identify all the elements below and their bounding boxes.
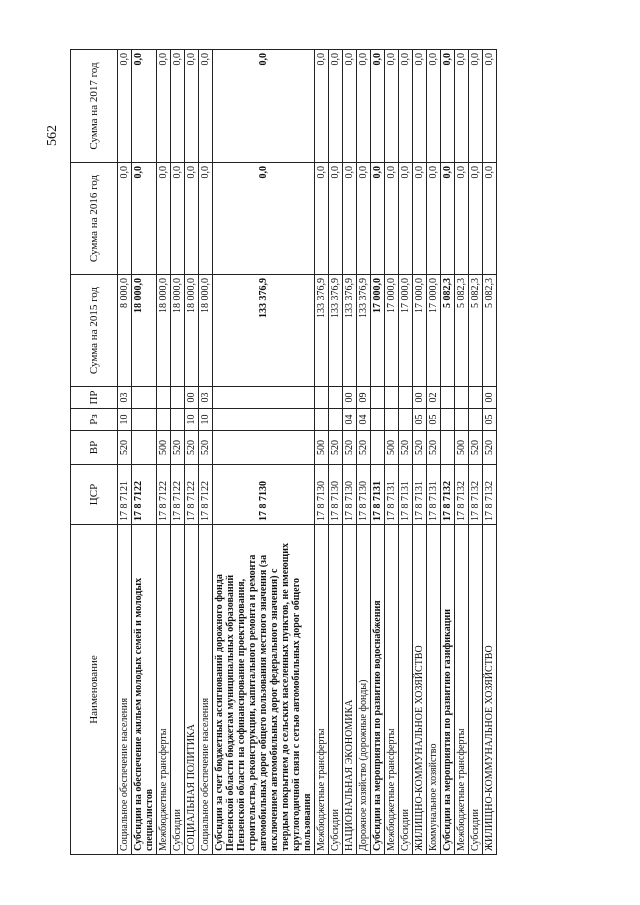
cell-vr: 520: [413, 431, 427, 465]
cell-csr: 17 8 7132: [455, 465, 469, 525]
cell-name: Межбюджетные трансферты: [157, 525, 171, 855]
table-row: [118, 50, 132, 855]
cell-s2: 0,0: [329, 163, 343, 275]
cell-s1: 133 376,9: [329, 275, 343, 387]
cell-rz: [132, 409, 157, 431]
cell-s3: 0,0: [329, 50, 343, 163]
cell-s1: 17 000,0: [399, 275, 413, 387]
cell-pr: 03: [199, 387, 213, 409]
cell-s1: 133 376,9: [315, 275, 329, 387]
table-row: [171, 50, 185, 855]
cell-rz: [329, 409, 343, 431]
cell-s2: 0,0: [118, 163, 132, 275]
table-row: [157, 50, 171, 855]
cell-vr: 520: [357, 431, 371, 465]
cell-csr: 17 8 7122: [157, 465, 171, 525]
cell-s2: 0,0: [213, 163, 315, 275]
cell-s2: 0,0: [427, 163, 441, 275]
cell-csr: 17 8 7131: [385, 465, 399, 525]
cell-name: Межбюджетные трансферты: [385, 525, 399, 855]
cell-csr: 17 8 7132: [469, 465, 483, 525]
cell-s1: 18 000,0: [157, 275, 171, 387]
header-sum-2016: Сумма на 2016 год: [71, 163, 118, 275]
table-row: [427, 50, 441, 855]
table-row: [441, 50, 455, 855]
cell-name: ЖИЛИЩНО-КОММУНАЛЬНОЕ ХОЗЯЙСТВО: [483, 525, 497, 855]
cell-pr: [385, 387, 399, 409]
cell-name: Субсидии: [469, 525, 483, 855]
cell-name: Субсидии на мероприятия по развитию газификации: [441, 525, 455, 855]
cell-s1: 5 082,3: [469, 275, 483, 387]
cell-s1: 5 082,3: [483, 275, 497, 387]
cell-name: Субсидии: [171, 525, 185, 855]
cell-pr: [455, 387, 469, 409]
cell-name: Коммунальное хозяйство: [427, 525, 441, 855]
cell-s1: 17 000,0: [427, 275, 441, 387]
cell-pr: [315, 387, 329, 409]
table-row: [385, 50, 399, 855]
cell-rz: 05: [427, 409, 441, 431]
table-row: [132, 50, 157, 855]
cell-rz: [385, 409, 399, 431]
cell-rz: [157, 409, 171, 431]
cell-s2: 0,0: [441, 163, 455, 275]
header-vr: ВР: [71, 431, 118, 465]
table-row: [483, 50, 497, 855]
cell-s2: 0,0: [399, 163, 413, 275]
cell-pr: [371, 387, 385, 409]
cell-s2: 0,0: [455, 163, 469, 275]
cell-s2: 0,0: [469, 163, 483, 275]
table-row: [329, 50, 343, 855]
cell-csr: 17 8 7130: [329, 465, 343, 525]
cell-name: ЖИЛИЩНО-КОММУНАЛЬНОЕ ХОЗЯЙСТВО: [413, 525, 427, 855]
cell-rz: [171, 409, 185, 431]
cell-pr: [399, 387, 413, 409]
cell-rz: [399, 409, 413, 431]
cell-pr: [329, 387, 343, 409]
cell-s3: 0,0: [357, 50, 371, 163]
table-row: [371, 50, 385, 855]
cell-s3: 0,0: [483, 50, 497, 163]
table-row: [469, 50, 483, 855]
cell-rz: 05: [413, 409, 427, 431]
cell-s2: 0,0: [171, 163, 185, 275]
cell-s3: 0,0: [385, 50, 399, 163]
cell-pr: 00: [185, 387, 199, 409]
cell-pr: 03: [118, 387, 132, 409]
table-row: [455, 50, 469, 855]
cell-s1: 18 000,0: [199, 275, 213, 387]
cell-s2: 0,0: [413, 163, 427, 275]
table-row: [315, 50, 329, 855]
cell-s1: 17 000,0: [413, 275, 427, 387]
cell-vr: 520: [329, 431, 343, 465]
cell-s2: 0,0: [483, 163, 497, 275]
cell-pr: 00: [483, 387, 497, 409]
cell-s2: 0,0: [385, 163, 399, 275]
cell-csr: 17 8 7132: [483, 465, 497, 525]
header-rz: Рз: [71, 409, 118, 431]
table-row: [213, 50, 315, 855]
cell-s3: 0,0: [213, 50, 315, 163]
cell-name: Субсидии на обеспечение жильем молодых семей и молодых специалистов: [132, 525, 157, 855]
cell-s3: 0,0: [157, 50, 171, 163]
cell-csr: 17 8 7130: [357, 465, 371, 525]
cell-s2: 0,0: [157, 163, 171, 275]
cell-s3: 0,0: [315, 50, 329, 163]
cell-name: Субсидии: [399, 525, 413, 855]
table-header-row: [71, 50, 118, 855]
cell-vr: [371, 431, 385, 465]
cell-s1: 133 376,9: [357, 275, 371, 387]
cell-vr: 520: [399, 431, 413, 465]
cell-pr: [171, 387, 185, 409]
header-sum-2017: Сумма на 2017 год: [71, 50, 118, 163]
cell-name: Дорожное хозяйство (дорожные фонды): [357, 525, 371, 855]
cell-s1: 5 082,3: [441, 275, 455, 387]
cell-rz: [213, 409, 315, 431]
header-pr: ПР: [71, 387, 118, 409]
cell-name: Межбюджетные трансферты: [315, 525, 329, 855]
table-row: [199, 50, 213, 855]
table-row: [343, 50, 357, 855]
cell-vr: 500: [315, 431, 329, 465]
cell-vr: 500: [455, 431, 469, 465]
cell-s2: 0,0: [343, 163, 357, 275]
cell-rz: [315, 409, 329, 431]
cell-s2: 0,0: [315, 163, 329, 275]
cell-csr: 17 8 7122: [171, 465, 185, 525]
cell-pr: 02: [427, 387, 441, 409]
cell-vr: [132, 431, 157, 465]
cell-s1: 133 376,9: [213, 275, 315, 387]
cell-vr: 520: [171, 431, 185, 465]
cell-s2: 0,0: [371, 163, 385, 275]
cell-csr: 17 8 7131: [427, 465, 441, 525]
cell-rz: 10: [118, 409, 132, 431]
table-row: [399, 50, 413, 855]
cell-csr: 17 8 7121: [118, 465, 132, 525]
cell-name: НАЦИОНАЛЬНАЯ ЭКОНОМИКА: [343, 525, 357, 855]
header-name: Наименование: [71, 525, 118, 855]
cell-vr: 520: [118, 431, 132, 465]
cell-rz: 04: [343, 409, 357, 431]
cell-name: Социальное обеспечение населения: [199, 525, 213, 855]
cell-s3: 0,0: [399, 50, 413, 163]
cell-vr: 520: [427, 431, 441, 465]
cell-s3: 0,0: [171, 50, 185, 163]
cell-csr: 17 8 7122: [199, 465, 213, 525]
cell-s3: 0,0: [413, 50, 427, 163]
cell-s1: 5 082,3: [455, 275, 469, 387]
cell-name: СОЦИАЛЬНАЯ ПОЛИТИКА: [185, 525, 199, 855]
cell-s3: 0,0: [441, 50, 455, 163]
cell-csr: 17 8 7131: [399, 465, 413, 525]
cell-vr: [213, 431, 315, 465]
cell-vr: 520: [199, 431, 213, 465]
cell-s3: 0,0: [455, 50, 469, 163]
cell-csr: 17 8 7130: [343, 465, 357, 525]
cell-s2: 0,0: [132, 163, 157, 275]
cell-s3: 0,0: [132, 50, 157, 163]
cell-name: Социальное обеспечение населения: [118, 525, 132, 855]
cell-rz: [469, 409, 483, 431]
cell-name: Субсидии на мероприятия по развитию водоснабжения: [371, 525, 385, 855]
cell-name: Межбюджетные трансферты: [455, 525, 469, 855]
cell-s3: 0,0: [118, 50, 132, 163]
cell-rz: 10: [185, 409, 199, 431]
cell-rz: 05: [483, 409, 497, 431]
cell-s1: 18 000,0: [171, 275, 185, 387]
cell-s3: 0,0: [371, 50, 385, 163]
cell-rz: 10: [199, 409, 213, 431]
cell-csr: 17 8 7122: [185, 465, 199, 525]
cell-vr: 500: [385, 431, 399, 465]
cell-s1: 17 000,0: [371, 275, 385, 387]
cell-pr: 00: [413, 387, 427, 409]
cell-csr: 17 8 7130: [315, 465, 329, 525]
cell-s1: 18 000,0: [132, 275, 157, 387]
cell-csr: 17 8 7130: [213, 465, 315, 525]
cell-vr: 520: [185, 431, 199, 465]
cell-pr: [132, 387, 157, 409]
cell-pr: [213, 387, 315, 409]
cell-s3: 0,0: [469, 50, 483, 163]
cell-pr: 09: [357, 387, 371, 409]
cell-s3: 0,0: [199, 50, 213, 163]
cell-s2: 0,0: [199, 163, 213, 275]
cell-s1: 17 000,0: [385, 275, 399, 387]
cell-s2: 0,0: [185, 163, 199, 275]
page-number: 562: [45, 125, 60, 146]
cell-vr: 500: [157, 431, 171, 465]
cell-vr: 520: [483, 431, 497, 465]
table-row: [185, 50, 199, 855]
cell-name: Субсидии за счет бюджетных ассигнований дорожного фонда Пензенской области бюджетам муниципальных образований Пензенской области на софинансирование проектирования, строительства, реконструкции, капитального ремонта и ремонта автомобильных дорог общего пользования местного значения (за исключением автомобильных дорог федерального значения) с твердым покрытием до сельских населенных пунктов, не имеющих круглогодичной связи с сетью автомобильных дорог общего пользования: [213, 525, 315, 855]
table-row: [357, 50, 371, 855]
cell-s3: 0,0: [185, 50, 199, 163]
cell-s3: 0,0: [427, 50, 441, 163]
cell-pr: [441, 387, 455, 409]
cell-vr: [441, 431, 455, 465]
cell-csr: 17 8 7132: [441, 465, 455, 525]
cell-rz: [441, 409, 455, 431]
cell-pr: [469, 387, 483, 409]
cell-s3: 0,0: [343, 50, 357, 163]
cell-s2: 0,0: [357, 163, 371, 275]
cell-rz: 04: [357, 409, 371, 431]
cell-s1: 133 376,9: [343, 275, 357, 387]
cell-s1: 8 000,0: [118, 275, 132, 387]
cell-csr: 17 8 7122: [132, 465, 157, 525]
rotated-table-container: [70, 50, 582, 855]
cell-rz: [455, 409, 469, 431]
cell-rz: [371, 409, 385, 431]
table-row: [413, 50, 427, 855]
cell-pr: 00: [343, 387, 357, 409]
cell-vr: 520: [343, 431, 357, 465]
budget-table: [70, 49, 497, 855]
cell-name: Субсидии: [329, 525, 343, 855]
cell-vr: 520: [469, 431, 483, 465]
cell-pr: [157, 387, 171, 409]
header-csr: ЦСР: [71, 465, 118, 525]
cell-csr: 17 8 7131: [371, 465, 385, 525]
header-sum-2015: Сумма на 2015 год: [71, 275, 118, 387]
cell-s1: 18 000,0: [185, 275, 199, 387]
table-body: [118, 50, 497, 855]
cell-csr: 17 8 7131: [413, 465, 427, 525]
